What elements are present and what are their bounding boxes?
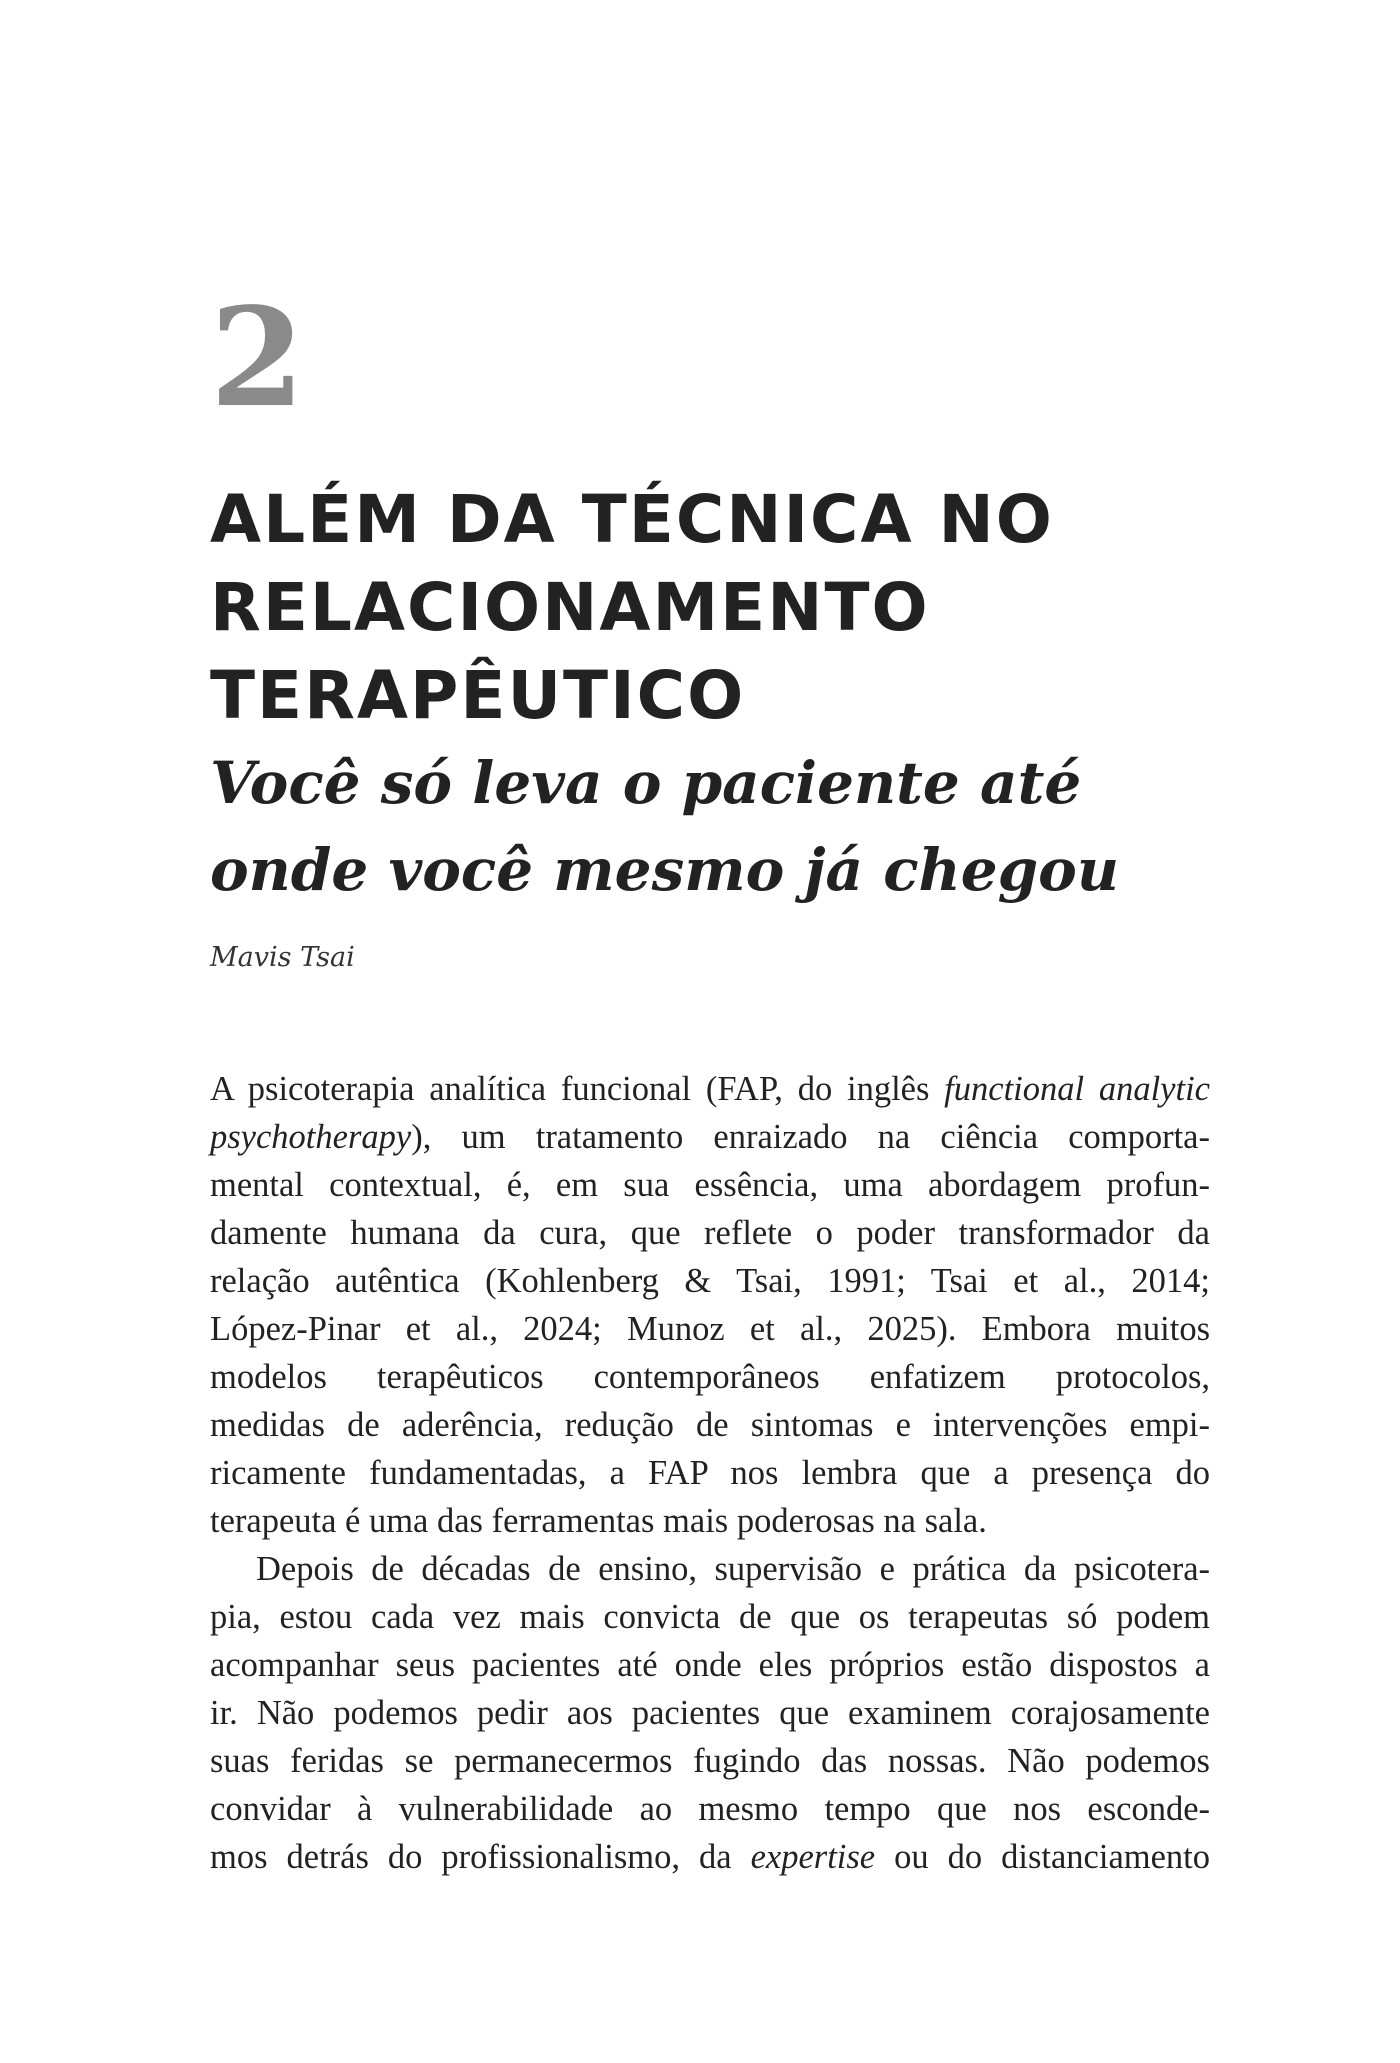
italic-term: psychotherapy — [210, 1118, 412, 1156]
chapter-title — [210, 476, 1054, 740]
chapter-number: 2 — [210, 278, 305, 438]
italic-term: functional analytic — [944, 1070, 1210, 1108]
text-line: medidas de aderência, redução de sintomas e intervenções empi- — [210, 1406, 1210, 1444]
italic-term: expertise — [750, 1838, 876, 1876]
paragraph-1 — [210, 1065, 1210, 1545]
text-line: mos detrás do profissionalismo, da expertise ou do distanciamento — [210, 1838, 1210, 1876]
text-line: pia, estou cada vez mais convicta de que os terapeutas só podem — [210, 1598, 1210, 1636]
chapter-title-line: TERAPÊUTICO — [210, 657, 746, 734]
text-line: modelos terapêuticos contemporâneos enfatizem protocolos, — [210, 1358, 1210, 1396]
text-line: mental contextual, é, em sua essência, uma abordagem profun- — [210, 1166, 1210, 1204]
text-line: acompanhar seus pacientes até onde eles próprios estão dispostos a — [210, 1646, 1210, 1684]
chapter-subtitle-line: onde você mesmo já chegou — [210, 836, 1120, 904]
chapter-subtitle — [210, 740, 1119, 914]
text-line: Depois de décadas de ensino, supervisão e prática da psicotera- — [256, 1550, 1210, 1588]
chapter-subtitle-line: Você só leva o paciente até — [210, 749, 1082, 817]
body-text — [210, 1065, 1210, 1881]
text-line: psychotherapy), um tratamento enraizado na ciência comporta- — [210, 1118, 1210, 1156]
chapter-title-line: ALÉM DA TÉCNICA NO — [210, 481, 1054, 558]
text-line: ir. Não podemos pedir aos pacientes que examinem corajosamente — [210, 1694, 1210, 1732]
text-line: terapeuta é uma das ferramentas mais poderosas na sala. — [210, 1502, 987, 1540]
chapter-title-line: RELACIONAMENTO — [210, 569, 930, 646]
text-line: López-Pinar et al., 2024; Munoz et al., 2025). Embora muitos — [210, 1310, 1210, 1348]
paragraph-2 — [210, 1545, 1210, 1881]
text-line: convidar à vulnerabilidade ao mesmo tempo que nos esconde- — [210, 1790, 1210, 1828]
text-line: ricamente fundamentadas, a FAP nos lembra que a presença do — [210, 1454, 1210, 1492]
text-line: suas feridas se permanecermos fugindo das nossas. Não podemos — [210, 1742, 1210, 1780]
text-line: relação autêntica (Kohlenberg & Tsai, 1991; Tsai et al., 2014; — [210, 1262, 1210, 1300]
text-line: A psicoterapia analítica funcional (FAP, do inglês functional analytic — [210, 1070, 1210, 1108]
text-line: damente humana da cura, que reflete o poder transformador da — [210, 1214, 1210, 1252]
chapter-author: Mavis Tsai — [210, 942, 355, 973]
